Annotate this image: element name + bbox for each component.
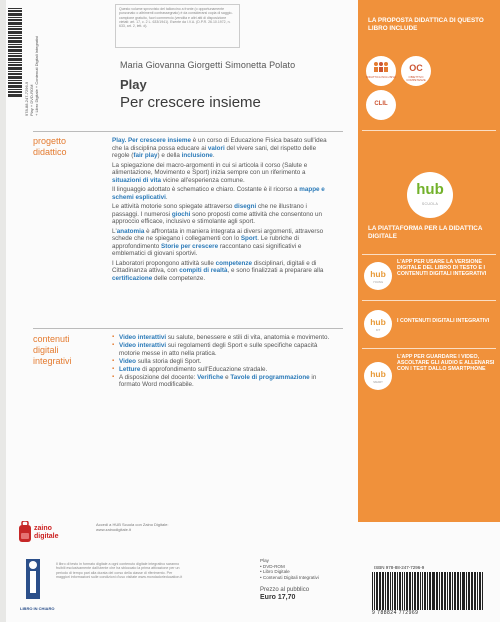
barcode-bar bbox=[8, 76, 22, 79]
highlight-text: Video interattivi bbox=[119, 342, 167, 349]
body-text: del vivere sani, del rispetto delle regole ( bbox=[112, 144, 317, 159]
barcode-bar bbox=[433, 572, 434, 610]
barcode-bar bbox=[8, 80, 22, 81]
panel-divider bbox=[362, 130, 496, 131]
highlight-text: Sport bbox=[240, 235, 258, 242]
barcode-bar bbox=[432, 572, 433, 610]
barcode-bar bbox=[454, 572, 456, 610]
list-item bbox=[112, 358, 334, 366]
hub-kit-text: I CONTENUTI DIGITALI INTEGRATIVI bbox=[397, 318, 490, 324]
barcode-bar bbox=[452, 572, 453, 610]
barcode-bar bbox=[8, 64, 22, 66]
zaino-line1: zaino bbox=[34, 525, 52, 532]
highlight-text: Storie per crescere bbox=[161, 242, 219, 250]
libro-note: Il libro di testo in formato digitale a ogni contenuto digitale integrativo saranno fruibili esclusivamente dall'utente che ha sbloccato la prima attivazione per un periodo di tempo pari alla durata del corso della classe di riferimento. Per maggiori informazioni sulle condizioni d'uso visitate www.mondadorieducation.it bbox=[56, 562, 183, 579]
body-text: L' bbox=[112, 227, 117, 235]
barcode-bar bbox=[477, 572, 478, 610]
barcode-bar bbox=[479, 572, 480, 610]
list-item bbox=[112, 374, 334, 389]
body-text: è affrontata in maniera integrata ai diversi argomenti, attraverso schede che ne spiegano i collegamenti con lo bbox=[112, 227, 324, 242]
barcode-bar bbox=[427, 572, 428, 610]
contenuti-label: contenuti digitali integrativi bbox=[33, 334, 72, 366]
paragraph bbox=[112, 228, 334, 258]
body-text: . bbox=[212, 152, 215, 159]
barcode-bar bbox=[460, 572, 461, 610]
barcode-bar bbox=[8, 37, 22, 39]
barcode-digits: 9 788824 772969 bbox=[372, 610, 419, 616]
section-divider bbox=[33, 328, 343, 329]
price-block bbox=[260, 587, 309, 602]
barcode-bar bbox=[8, 85, 22, 88]
barcode-bar bbox=[385, 572, 387, 610]
panel-heading: LA PROPOSTA DIDATTICA DI QUESTO LIBRO INCLUDE bbox=[368, 17, 484, 32]
highlight-text: Letture bbox=[119, 365, 141, 373]
libro-in-chiaro-label: LIBRO IN CHIARO bbox=[20, 606, 55, 611]
barcode-bar bbox=[8, 35, 22, 36]
barcode-bar bbox=[429, 572, 430, 610]
body-text: Il linguaggio adottato è schematico e chiaro. Costante è il ricorso a bbox=[112, 186, 300, 193]
barcode-bar bbox=[474, 572, 476, 610]
spine-barcode bbox=[8, 8, 22, 104]
barcode-bar bbox=[8, 31, 22, 34]
zaino-note: Accedi a HUB Scuola con Zaino Digitale: www.zainodigitale.it bbox=[96, 522, 169, 532]
barcode-bar bbox=[457, 572, 458, 610]
barcode-bar bbox=[379, 572, 381, 610]
list-item bbox=[112, 366, 334, 374]
body-text: e bbox=[223, 373, 231, 381]
barcode-bar bbox=[420, 572, 421, 610]
spine-edge bbox=[0, 0, 6, 622]
barcode-bar bbox=[8, 10, 22, 12]
body-text: che ne illustrano i passaggi. I numerosi bbox=[112, 203, 307, 218]
panel-divider bbox=[362, 300, 496, 301]
body-text: sulla storia degli Sport. bbox=[136, 357, 202, 365]
progetto-label: progetto didattico bbox=[33, 136, 67, 157]
barcode-bar bbox=[374, 572, 375, 610]
barcode-bar bbox=[468, 572, 470, 610]
body-text: raccontano casi significativi e emblematici di giovani sportivi. bbox=[112, 242, 302, 257]
spine-contents: + Libro Digitale + Contenuti Digitali Integrativi bbox=[34, 35, 39, 116]
body-text: , e sono finalizzati a preparare alla bbox=[227, 267, 324, 274]
package-contents bbox=[260, 558, 319, 580]
barcode-bar bbox=[8, 28, 22, 30]
spine-text bbox=[24, 6, 54, 116]
barcode-bar bbox=[8, 58, 22, 61]
list-item bbox=[112, 342, 334, 357]
body-text: delle competenze. bbox=[152, 274, 206, 282]
paragraph bbox=[112, 186, 334, 201]
hub-young-logo: hub YOUNG bbox=[364, 262, 392, 290]
price-value: Euro 17,70 bbox=[260, 594, 296, 601]
panel-divider bbox=[362, 348, 496, 349]
barcode-bar bbox=[392, 572, 393, 610]
barcode-bar bbox=[404, 572, 405, 610]
book-subtitle: Per crescere insieme bbox=[120, 94, 261, 111]
backpack-icon bbox=[18, 521, 32, 543]
contenuti-list bbox=[112, 334, 334, 389]
hub-kit-logo: hub KIT bbox=[364, 310, 392, 338]
body-text: Le attività motorie sono spiegate attraverso bbox=[112, 203, 235, 210]
barcode-bar bbox=[8, 44, 22, 45]
barcode-bar bbox=[462, 572, 463, 610]
body-text: vicine all'esperienza comune. bbox=[160, 176, 245, 184]
barcode-bar bbox=[382, 572, 384, 610]
book-title: Play bbox=[120, 77, 147, 92]
body-text: I Laboratori propongono attività sulle bbox=[112, 259, 216, 267]
barcode-bar bbox=[8, 40, 22, 43]
contents-item: • Contenuti Digitali Integrativi bbox=[260, 574, 319, 580]
body-text: . Le rubriche di approfondimento bbox=[112, 235, 299, 250]
barcode-bar bbox=[8, 89, 22, 90]
barcode-bar bbox=[466, 572, 468, 610]
barcode-bar bbox=[447, 572, 448, 610]
libro-in-chiaro-icon bbox=[18, 555, 48, 605]
contents-item: • Libro Digitale bbox=[260, 569, 290, 575]
barcode-bar bbox=[8, 49, 22, 52]
highlight-text: disegni bbox=[234, 203, 257, 210]
body-text: . bbox=[165, 193, 168, 201]
clil-badge: CLIL bbox=[366, 90, 396, 120]
barcode-bar bbox=[8, 73, 22, 75]
section-divider bbox=[33, 131, 343, 132]
barcode-bar bbox=[482, 572, 483, 610]
people-icon bbox=[372, 61, 390, 73]
barcode-bar bbox=[390, 572, 391, 610]
highlight-text: Tavole di programmazione bbox=[230, 373, 310, 381]
highlight-text: Video interattivi bbox=[119, 334, 167, 341]
zaino-line2: digitale bbox=[34, 533, 59, 540]
body-text: su salute, benessere e stili di vita, anatomia e movimento. bbox=[166, 334, 330, 341]
barcode-bar bbox=[449, 572, 450, 610]
spine-edition: Play + DVD-ROM bbox=[29, 84, 34, 116]
barcode-bar bbox=[458, 572, 459, 610]
highlight-text: Verifiche bbox=[197, 373, 224, 381]
contents-item: • DVD-ROM bbox=[260, 563, 285, 569]
barcode-bar bbox=[402, 572, 403, 610]
didattica-inclusiva-badge: DIDATTICA INCLUSIVA bbox=[366, 56, 396, 86]
barcode-bar bbox=[409, 572, 411, 610]
barcode-bar bbox=[8, 67, 22, 70]
highlight-text: mappe e schemi esplicativi bbox=[112, 186, 325, 201]
barcode-bar bbox=[8, 13, 22, 16]
panel-divider bbox=[362, 254, 496, 255]
barcode-bar bbox=[417, 572, 418, 610]
barcode-bar bbox=[8, 19, 22, 21]
barcode-bar bbox=[414, 572, 416, 610]
barcode-bar bbox=[8, 91, 22, 93]
paragraph bbox=[112, 137, 334, 160]
barcode-bar bbox=[471, 572, 473, 610]
isbn-label: ISBN 978-88-247-7296-9 bbox=[374, 565, 425, 570]
barcode-bar bbox=[436, 572, 438, 610]
barcode-bar bbox=[8, 82, 22, 84]
barcode-bar bbox=[394, 572, 396, 610]
barcode-bar bbox=[376, 572, 378, 610]
obiettivo-competenze-badge: OC OBIETTIVO COMPETENZE bbox=[401, 56, 431, 86]
barcode-bar bbox=[399, 572, 400, 610]
barcode-bar bbox=[8, 26, 22, 27]
authors: Maria Giovanna Giorgetti Simonetta Polato bbox=[120, 60, 296, 70]
barcode-bar bbox=[412, 572, 414, 610]
highlight-text: fair play bbox=[133, 152, 158, 159]
body-text: in formato Word modificabile. bbox=[119, 373, 317, 388]
hub-smart-logo: hub SMART bbox=[364, 362, 392, 390]
highlight-text: Video bbox=[119, 357, 137, 365]
barcode-bar bbox=[430, 572, 431, 610]
highlight-text: Play. Per crescere insieme bbox=[112, 137, 191, 144]
spine-isbn: 978-88-247-7296-9 bbox=[24, 81, 29, 116]
barcode-bar bbox=[8, 22, 22, 25]
highlight-text: inclusione bbox=[181, 152, 213, 159]
highlight-text: anatomia bbox=[116, 227, 145, 235]
body-text: sono proposti come attività che consentono un approccio efficace, inclusivo e stimolante agli sport. bbox=[112, 210, 323, 225]
hub-young-text: L'APP PER USARE LA VERSIONE DIGITALE DEL LIBRO DI TESTO E I CONTENUTI DIGITALI INTEGRATIVI bbox=[397, 259, 487, 278]
hub-scuola-text: LA PIATTAFORMA PER LA DIDATTICA DIGITALE bbox=[368, 225, 483, 240]
barcode-bar bbox=[8, 8, 22, 9]
highlight-text: certificazione bbox=[112, 274, 153, 282]
highlight-text: valori bbox=[207, 144, 225, 152]
barcode bbox=[372, 572, 484, 610]
barcode-bar bbox=[8, 17, 22, 18]
body-text: ) e della bbox=[157, 152, 182, 159]
body-text: sui regolamenti degli Sport e sulle specifiche capacità motorie messe in atto nella pratica. bbox=[119, 342, 318, 357]
zaino-digitale-logo bbox=[18, 521, 78, 549]
highlight-text: compiti di realtà bbox=[179, 267, 228, 274]
body-text: A disposizione del docente: bbox=[119, 373, 198, 381]
barcode-bar bbox=[463, 572, 464, 610]
contents-title: Play bbox=[260, 558, 269, 563]
body-text: La spiegazione dei macro-argomenti in cui si articola il corso (Salute e alimentazione, Movimento e Sport) inizia sempre con un riferimento a bbox=[112, 161, 308, 176]
barcode-bar bbox=[8, 53, 22, 54]
barcode-bar bbox=[8, 55, 22, 57]
barcode-bar bbox=[387, 572, 388, 610]
body-text: di approfondimento sull'Educazione stradale. bbox=[140, 365, 268, 373]
hub-scuola-logo: hub SCUOLA bbox=[407, 172, 453, 218]
barcode-bar bbox=[444, 572, 446, 610]
hub-smart-text: L'APP PER GUARDARE I VIDEO, ASCOLTARE GLI AUDIO E ALLENARSI CON I TEST DALLO SMARTPHONE bbox=[397, 354, 495, 373]
list-item bbox=[112, 334, 334, 342]
barcode-bar bbox=[8, 46, 22, 48]
barcode-bar bbox=[397, 572, 398, 610]
barcode-bar bbox=[424, 572, 426, 610]
barcode-bar bbox=[372, 572, 373, 610]
highlight-text: giochi bbox=[171, 210, 191, 218]
paragraph bbox=[112, 162, 334, 185]
barcode-bar bbox=[422, 572, 423, 610]
body-text: è un corso di Educazione Fisica basato sull'idea che la disciplina possa educare ai bbox=[112, 137, 327, 152]
progetto-text bbox=[112, 137, 334, 284]
barcode-bar bbox=[439, 572, 441, 610]
legal-notice-box: Questo volume sprovvisto del talloncino a fronte (o opportunamente punzonato o altrimenti contrassegnato) è da considerarsi copia di saggio-campione gratuito, fuori commercio (vendita e altri atti di disposizione vietati: art. 17, c. 2 L. 633/1941). Esente da I.V.A. (D.P.R. 26.10.1972, n. 633, art. 2, lett. d). bbox=[115, 4, 240, 48]
price-label: Prezzo al pubblico bbox=[260, 587, 310, 593]
barcode-bar bbox=[441, 572, 443, 610]
paragraph bbox=[112, 203, 334, 226]
highlight-text: competenze bbox=[215, 259, 253, 267]
barcode-bar bbox=[8, 94, 22, 97]
body-text: disciplinari, digitali e di Cittadinanza attiva, con bbox=[112, 259, 317, 274]
barcode-bar bbox=[400, 572, 401, 610]
highlight-text: situazioni di vita bbox=[112, 176, 161, 184]
barcode-bar bbox=[8, 71, 22, 72]
barcode-bar bbox=[406, 572, 408, 610]
paragraph bbox=[112, 260, 334, 283]
barcode-bar bbox=[8, 62, 22, 63]
